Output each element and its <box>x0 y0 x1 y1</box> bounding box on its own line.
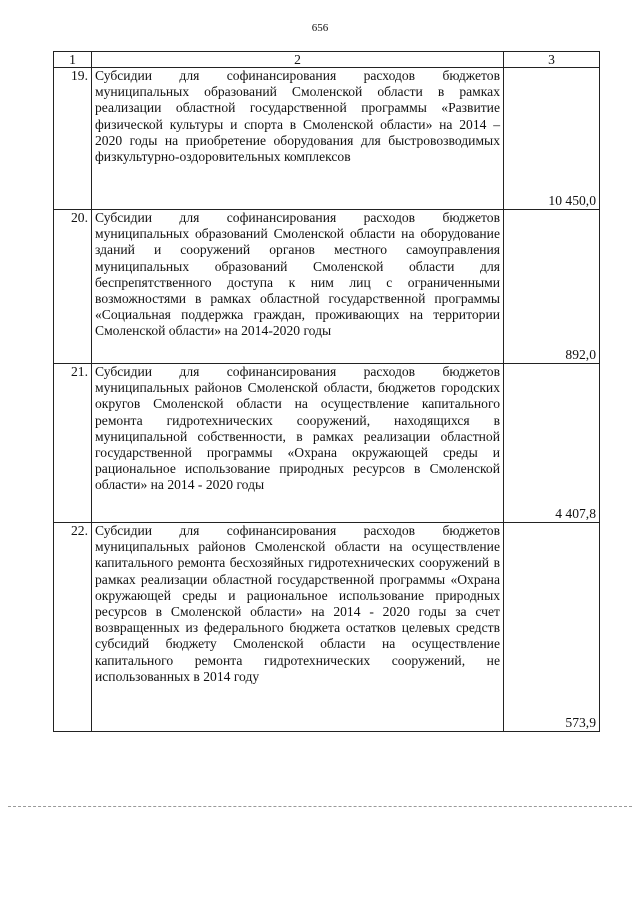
row-description: Субсидии для софинансирования расходов бюджетов муниципальных районов Смоленской области, бюджетов городских округов Смоленской области на осуществление капитального ремонта гидротехнических сооружений, находящихся в муниципальной собственности, в рамках реализации областной государственной программы «Охрана окружающей среды и рациональное использование природных ресурсов в Смоленской области» на 2014 - 2020 годы <box>92 364 504 523</box>
row-amount: 892,0 <box>504 210 600 364</box>
row-number: 19. <box>54 68 92 210</box>
subsidies-table <box>53 51 600 732</box>
table-header-row <box>54 52 600 68</box>
row-amount: 4 407,8 <box>504 364 600 523</box>
scan-dashed-divider <box>8 806 632 807</box>
table-row <box>54 523 600 732</box>
table-row <box>54 68 600 210</box>
row-number: 22. <box>54 523 92 732</box>
row-description: Субсидии для софинансирования расходов бюджетов муниципальных образований Смоленской области в рамках реализации областной государственной программы «Развитие физической культуры и спорта в Смоленской области» на 2014 – 2020 годы на приобретение оборудования для быстровозводимых физкультурно-оздоровительных комплексов <box>92 68 504 210</box>
column-header-1: 1 <box>54 52 92 68</box>
column-header-3: 3 <box>504 52 600 68</box>
row-description: Субсидии для софинансирования расходов бюджетов муниципальных образований Смоленской области на оборудование зданий и сооружений органов местного самоуправления муниципальных образований Смоленской области для беспрепятственного доступа к ним лиц с ограниченными возможностями в рамках областной государственной программы «Социальная поддержка граждан, проживающих на территории Смоленской области» на 2014-2020 годы <box>92 210 504 364</box>
row-amount: 10 450,0 <box>504 68 600 210</box>
row-number: 21. <box>54 364 92 523</box>
table-row <box>54 364 600 523</box>
table-row <box>54 210 600 364</box>
row-number: 20. <box>54 210 92 364</box>
page-number: 656 <box>311 22 329 34</box>
row-description: Субсидии для софинансирования расходов бюджетов муниципальных районов Смоленской области на осуществление капитального ремонта бесхозяйных гидротехнических сооружений в рамках реализации областной государственной программы «Охрана окружающей среды и рациональное использование природных ресурсов в Смоленской области» на 2014 - 2020 годы за счет возвращенных из федерального бюджета остатков целевых средств субсидий бюджету Смоленской области на осуществление капитального ремонта гидротехнических сооружений, не использованных в 2014 году <box>92 523 504 732</box>
row-amount: 573,9 <box>504 523 600 732</box>
column-header-2: 2 <box>92 52 504 68</box>
